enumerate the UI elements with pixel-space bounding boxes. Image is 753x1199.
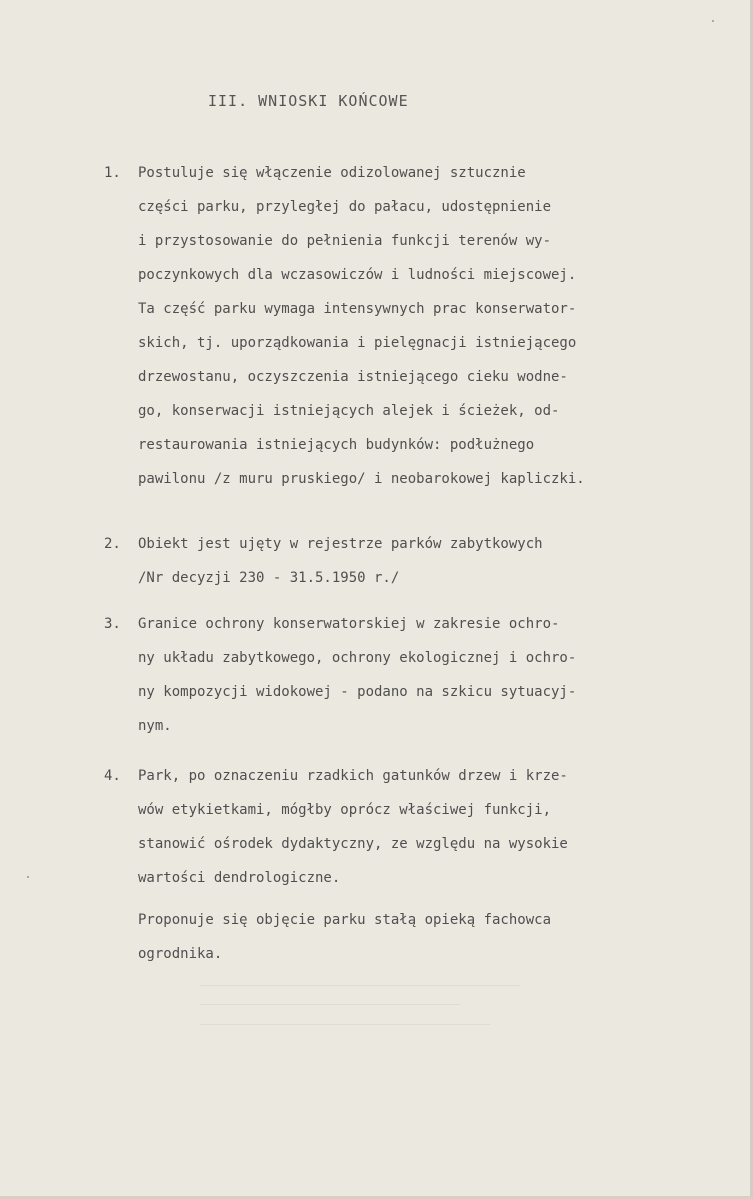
item-line: ny układu zabytkowego, ochrony ekologicznej i ochro- xyxy=(138,650,577,666)
item-line: go, konserwacji istniejących alejek i ścieżek, od- xyxy=(138,403,560,419)
bleed-through-mark xyxy=(200,985,520,986)
item-line: poczynkowych dla wczasowiczów i ludności miejscowej. xyxy=(138,267,577,283)
item-line: skich, tj. uporządkowania i pielęgnacji istniejącego xyxy=(138,335,577,351)
item-line: i przystosowanie do pełnienia funkcji terenów wy- xyxy=(138,233,552,249)
item-line: wartości dendrologiczne. xyxy=(138,870,341,886)
bleed-through-mark xyxy=(200,1024,490,1025)
item-line: drzewostanu, oczyszczenia istniejącego cieku wodne- xyxy=(138,369,568,385)
item-line: Granice ochrony konserwatorskiej w zakresie ochro- xyxy=(138,616,560,632)
item-number: 4. xyxy=(104,768,121,784)
item-line: pawilonu /z muru pruskiego/ i neobarokowej kapliczki. xyxy=(138,471,585,487)
proposal-line: ogrodnika. xyxy=(138,946,223,962)
paper-speck xyxy=(27,876,29,878)
section-heading: III. WNIOSKI KOŃCOWE xyxy=(208,92,409,110)
item-line: restaurowania istniejących budynków: podłużnego xyxy=(138,437,535,453)
proposal-line: Proponuje się objęcie parku stałą opieką fachowca xyxy=(138,912,552,928)
bleed-through-mark xyxy=(200,1004,460,1005)
item-number: 1. xyxy=(104,165,121,181)
item-line: nym. xyxy=(138,718,172,734)
item-line: wów etykietkami, mógłby oprócz właściwej funkcji, xyxy=(138,802,552,818)
item-line: Obiekt jest ujęty w rejestrze parków zabytkowych xyxy=(138,536,543,552)
item-number: 2. xyxy=(104,536,121,552)
item-number: 3. xyxy=(104,616,121,632)
item-line: części parku, przyległej do pałacu, udostępnienie xyxy=(138,199,552,215)
item-line: /Nr decyzji 230 - 31.5.1950 r./ xyxy=(138,570,400,586)
item-line: Ta część parku wymaga intensywnych prac konserwator- xyxy=(138,301,577,317)
item-line: Park, po oznaczeniu rzadkich gatunków drzew i krze- xyxy=(138,768,568,784)
item-line: Postuluje się włączenie odizolowanej sztucznie xyxy=(138,165,526,181)
item-line: ny kompozycji widokowej - podano na szkicu sytuacyj- xyxy=(138,684,577,700)
paper-speck xyxy=(712,20,714,22)
item-line: stanowić ośrodek dydaktyczny, ze względu na wysokie xyxy=(138,836,568,852)
